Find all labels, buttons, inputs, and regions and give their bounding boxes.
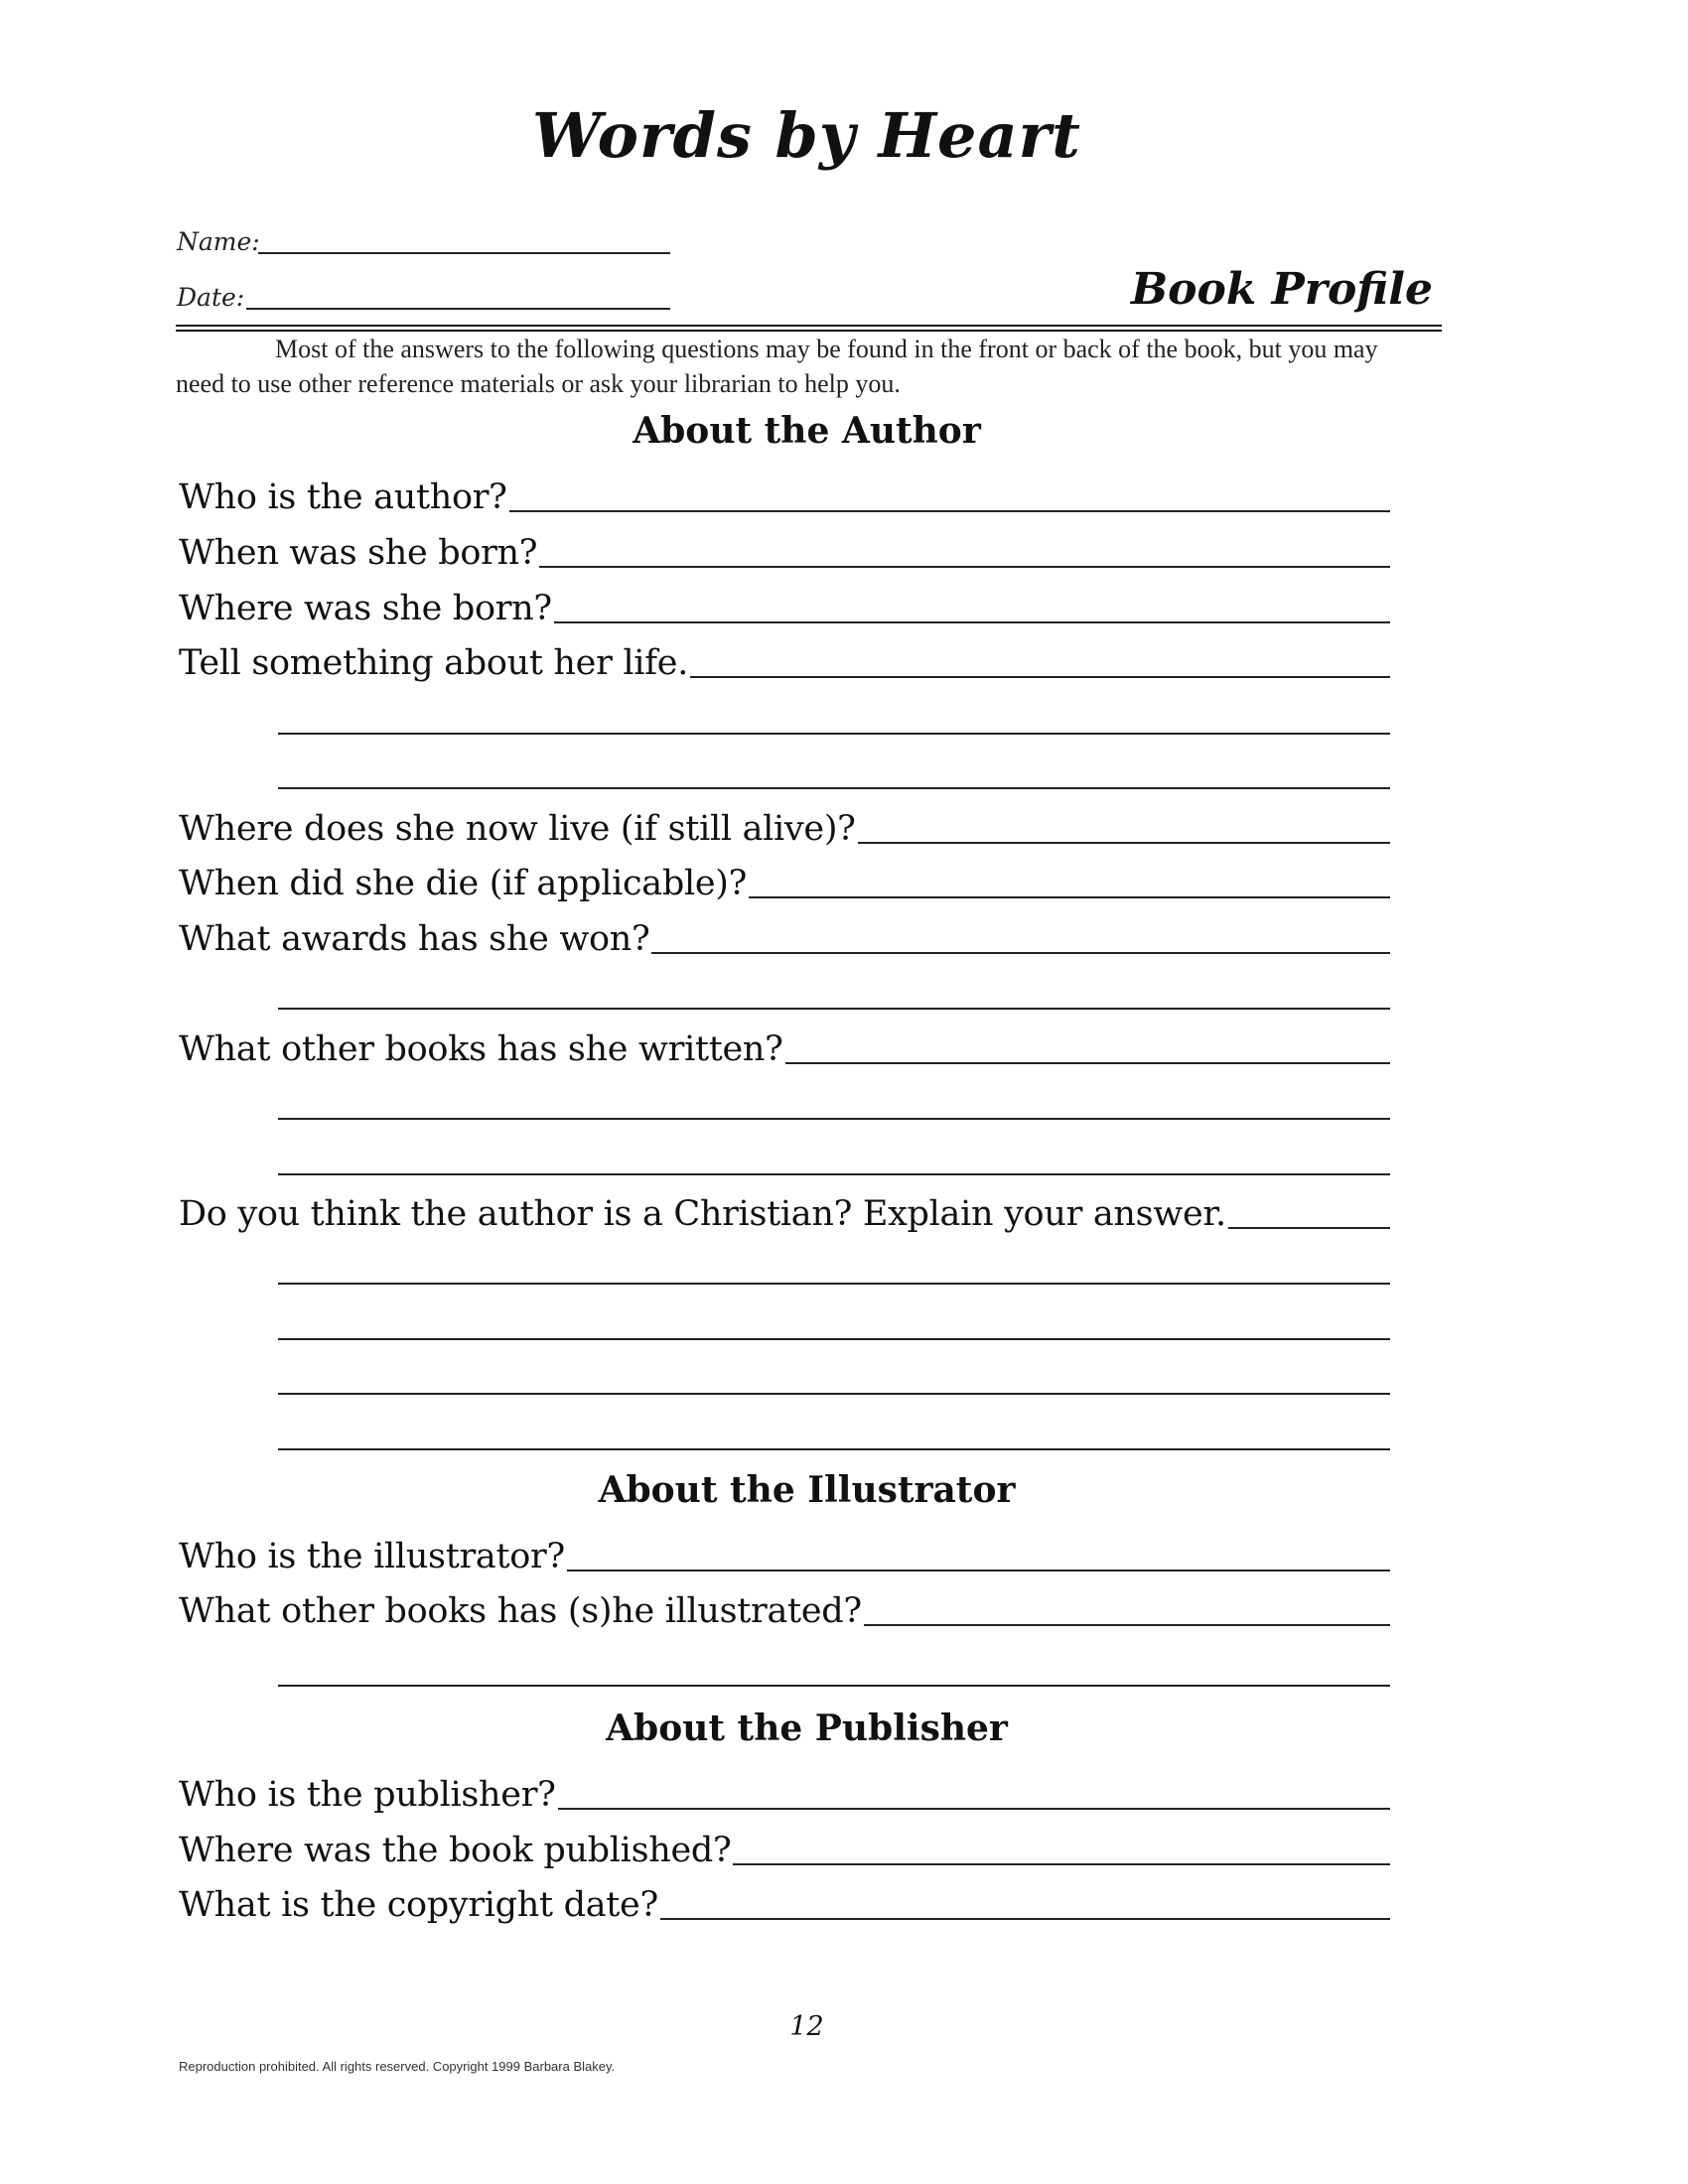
question-text: Do you think the author is a Christian? Explain your answer. (179, 1194, 1226, 1234)
question-text: Who is the publisher? (179, 1775, 556, 1815)
author-question-2 (179, 529, 1390, 573)
author-question-8 (179, 1025, 1390, 1069)
question-text: What other books has she written? (179, 1029, 783, 1069)
name-field[interactable] (258, 252, 670, 254)
answer-line[interactable] (278, 1283, 1390, 1285)
question-text: Where does she now live (if still alive)? (179, 809, 856, 849)
answer-blank[interactable] (567, 1569, 1390, 1571)
question-text: Who is the author? (179, 478, 507, 517)
answer-line[interactable] (278, 1448, 1390, 1450)
question-text: What awards has she won? (179, 919, 650, 959)
date-field[interactable] (246, 308, 670, 310)
worksheet-title: Words by Heart (532, 99, 1081, 172)
question-text: When was she born? (179, 533, 538, 573)
answer-line[interactable] (278, 1393, 1390, 1395)
question-text: Where was she born? (179, 589, 552, 628)
answer-line[interactable] (278, 1008, 1390, 1010)
question-text: Where was the book published? (179, 1831, 732, 1870)
author-question-6 (179, 860, 1390, 903)
author-question-5 (179, 805, 1390, 849)
book-profile-subtitle: Book Profile (1130, 264, 1433, 315)
answer-blank[interactable] (858, 841, 1390, 844)
answer-blank[interactable] (864, 1623, 1390, 1626)
answer-blank[interactable] (1228, 1226, 1390, 1229)
name-label: Name: (177, 227, 260, 256)
question-text: What is the copyright date? (179, 1885, 658, 1925)
author-section-heading: About the Author (633, 410, 981, 452)
instructions-text: Most of the answers to the following questions may be found in the front or back of the book, but you may need to use other reference materials or ask your librarian to help you. (176, 335, 1378, 398)
author-question-7 (179, 915, 1390, 959)
copyright-notice: Reproduction prohibited. All rights reserved. Copyright 1999 Barbara Blakey. (179, 2059, 616, 2074)
author-question-9 (179, 1190, 1390, 1234)
publisher-section-heading: About the Publisher (606, 1707, 1008, 1749)
illustrator-section-heading: About the Illustrator (598, 1469, 1016, 1511)
question-text: Who is the illustrator? (179, 1537, 565, 1576)
answer-blank[interactable] (554, 620, 1390, 623)
illustrator-question-1 (179, 1533, 1390, 1576)
answer-blank[interactable] (539, 565, 1390, 568)
publisher-question-3 (179, 1881, 1390, 1925)
answer-line[interactable] (278, 1338, 1390, 1340)
page-number: 12 (789, 2011, 824, 2042)
answer-blank[interactable] (690, 675, 1390, 678)
answer-blank[interactable] (733, 1862, 1390, 1865)
answer-line[interactable] (278, 1118, 1390, 1120)
answer-blank[interactable] (749, 895, 1390, 898)
answer-blank[interactable] (558, 1807, 1390, 1810)
header-rule-top (176, 325, 1442, 327)
answer-line[interactable] (278, 1173, 1390, 1175)
instructions-paragraph (176, 332, 1429, 401)
answer-line[interactable] (278, 787, 1390, 789)
date-label: Date: (177, 283, 245, 312)
answer-line[interactable] (278, 1685, 1390, 1687)
answer-blank[interactable] (660, 1917, 1390, 1920)
question-text: Tell something about her life. (179, 643, 689, 683)
answer-line[interactable] (278, 733, 1390, 735)
answer-blank[interactable] (785, 1061, 1390, 1064)
publisher-question-1 (179, 1771, 1390, 1815)
answer-blank[interactable] (651, 951, 1390, 954)
author-question-4 (179, 639, 1390, 683)
author-question-1 (179, 474, 1390, 517)
author-question-3 (179, 585, 1390, 628)
question-text: What other books has (s)he illustrated? (179, 1591, 862, 1631)
question-text: When did she die (if applicable)? (179, 864, 748, 903)
publisher-question-2 (179, 1827, 1390, 1870)
illustrator-question-2 (179, 1587, 1390, 1631)
answer-blank[interactable] (509, 509, 1390, 512)
